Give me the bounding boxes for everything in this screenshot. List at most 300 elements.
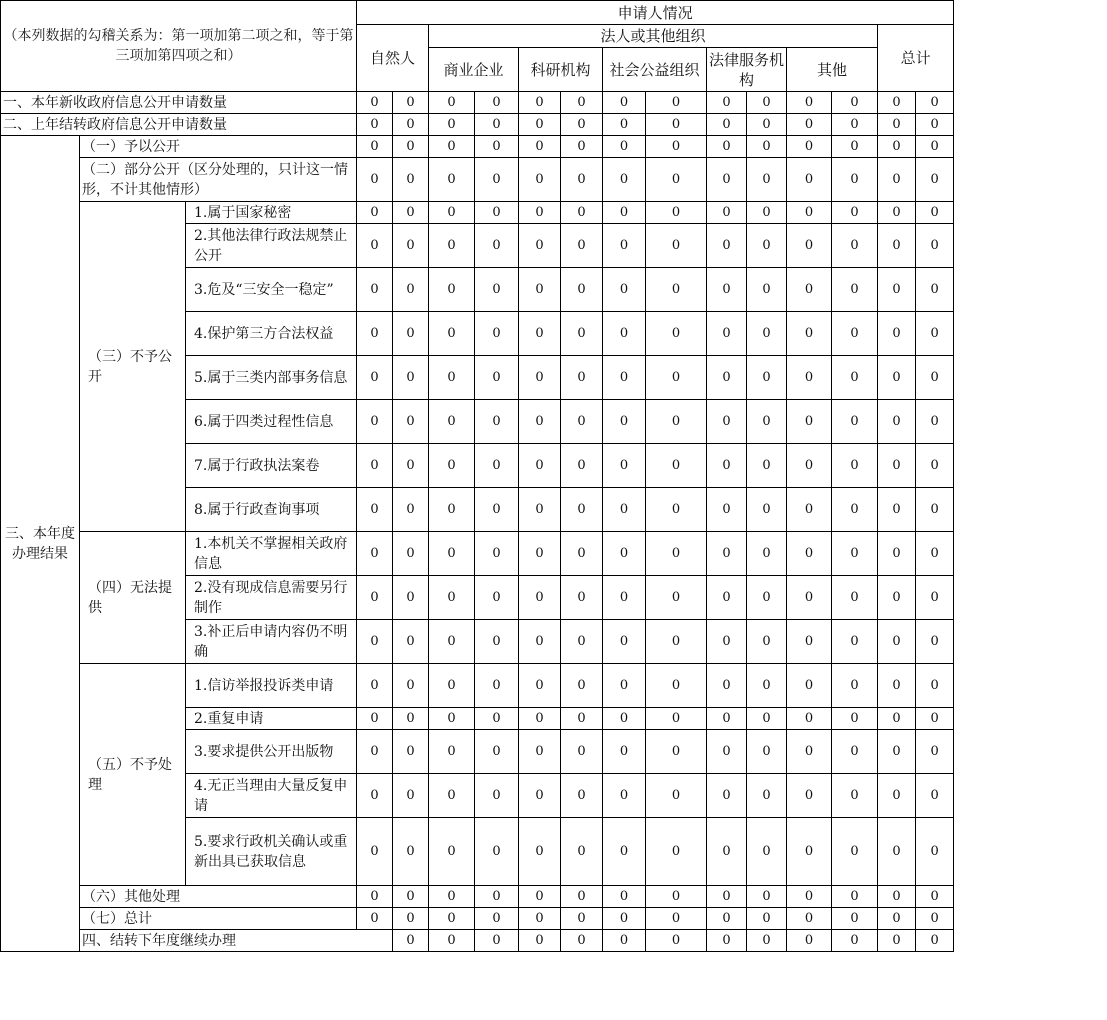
value-cell: 0 xyxy=(787,224,832,268)
value-cell: 0 xyxy=(475,886,519,908)
value-cell: 0 xyxy=(878,532,916,576)
row-label: 1.本机关不掌握相关政府信息 xyxy=(186,532,357,576)
value-cell: 0 xyxy=(707,268,747,312)
value-cell: 0 xyxy=(357,774,393,818)
value-cell: 0 xyxy=(603,158,646,202)
value-cell: 0 xyxy=(747,356,787,400)
value-cell: 0 xyxy=(429,158,475,202)
value-cell: 0 xyxy=(832,664,878,708)
value-cell: 0 xyxy=(747,202,787,224)
category-header: 法律服务机构 xyxy=(707,48,787,92)
value-cell: 0 xyxy=(357,312,393,356)
value-cell: 0 xyxy=(475,444,519,488)
value-cell: 0 xyxy=(878,488,916,532)
value-cell: 0 xyxy=(787,930,832,952)
value-cell: 0 xyxy=(747,886,787,908)
value-cell: 0 xyxy=(832,730,878,774)
value-cell: 0 xyxy=(603,532,646,576)
value-cell: 0 xyxy=(519,224,561,268)
value-cell: 0 xyxy=(646,224,707,268)
group-three-label: （三）不予公开 xyxy=(80,202,186,532)
value-cell: 0 xyxy=(561,730,603,774)
value-cell: 0 xyxy=(646,930,707,952)
value-cell: 0 xyxy=(519,730,561,774)
value-cell: 0 xyxy=(603,886,646,908)
value-cell: 0 xyxy=(429,930,475,952)
value-cell: 0 xyxy=(357,532,393,576)
value-cell: 0 xyxy=(878,886,916,908)
value-cell: 0 xyxy=(393,114,429,136)
value-cell: 0 xyxy=(561,312,603,356)
value-cell: 0 xyxy=(475,92,519,114)
value-cell: 0 xyxy=(603,312,646,356)
value-cell: 0 xyxy=(393,488,429,532)
value-cell: 0 xyxy=(357,268,393,312)
value-cell: 0 xyxy=(357,136,393,158)
row-label: （二）部分公开（区分处理的，只计这一情形，不计其他情形） xyxy=(80,158,357,202)
value-cell: 0 xyxy=(393,576,429,620)
value-cell: 0 xyxy=(878,92,916,114)
value-cell: 0 xyxy=(475,730,519,774)
value-cell: 0 xyxy=(707,620,747,664)
value-cell: 0 xyxy=(787,708,832,730)
value-cell: 0 xyxy=(787,92,832,114)
row-label: 5.属于三类内部事务信息 xyxy=(186,356,357,400)
value-cell: 0 xyxy=(519,136,561,158)
value-cell: 0 xyxy=(707,818,747,886)
value-cell: 0 xyxy=(429,136,475,158)
value-cell: 0 xyxy=(429,356,475,400)
value-cell: 0 xyxy=(646,202,707,224)
value-cell: 0 xyxy=(832,532,878,576)
table-row xyxy=(1,930,954,952)
value-cell: 0 xyxy=(393,774,429,818)
value-cell: 0 xyxy=(916,444,954,488)
value-cell: 0 xyxy=(832,444,878,488)
category-header: 商业企业 xyxy=(429,48,519,92)
value-cell: 0 xyxy=(429,114,475,136)
value-cell: 0 xyxy=(475,224,519,268)
value-cell: 0 xyxy=(561,774,603,818)
value-cell: 0 xyxy=(603,620,646,664)
value-cell: 0 xyxy=(429,224,475,268)
value-cell: 0 xyxy=(747,576,787,620)
value-cell: 0 xyxy=(393,444,429,488)
value-cell: 0 xyxy=(429,664,475,708)
value-cell: 0 xyxy=(429,400,475,444)
value-cell: 0 xyxy=(603,136,646,158)
value-cell: 0 xyxy=(707,730,747,774)
value-cell: 0 xyxy=(603,818,646,886)
total-header: 总计 xyxy=(878,25,954,92)
category-header: 其他 xyxy=(787,48,878,92)
value-cell: 0 xyxy=(603,92,646,114)
value-cell: 0 xyxy=(832,224,878,268)
value-cell: 0 xyxy=(916,136,954,158)
value-cell: 0 xyxy=(707,664,747,708)
value-cell: 0 xyxy=(561,532,603,576)
value-cell: 0 xyxy=(832,886,878,908)
value-cell: 0 xyxy=(475,158,519,202)
value-cell: 0 xyxy=(429,488,475,532)
value-cell: 0 xyxy=(832,708,878,730)
row-label: （六）其他处理 xyxy=(80,886,357,908)
value-cell: 0 xyxy=(646,114,707,136)
value-cell: 0 xyxy=(646,92,707,114)
row-label: 8.属于行政查询事项 xyxy=(186,488,357,532)
value-cell: 0 xyxy=(519,576,561,620)
value-cell: 0 xyxy=(832,312,878,356)
table-row xyxy=(1,532,954,576)
value-cell: 0 xyxy=(646,576,707,620)
value-cell: 0 xyxy=(916,224,954,268)
applicant-situation-header: 申请人情况 xyxy=(357,1,954,25)
value-cell: 0 xyxy=(603,708,646,730)
value-cell: 0 xyxy=(878,202,916,224)
value-cell: 0 xyxy=(393,620,429,664)
value-cell: 0 xyxy=(646,312,707,356)
value-cell: 0 xyxy=(787,444,832,488)
value-cell: 0 xyxy=(561,268,603,312)
value-cell: 0 xyxy=(519,92,561,114)
value-cell: 0 xyxy=(519,312,561,356)
value-cell: 0 xyxy=(646,400,707,444)
value-cell: 0 xyxy=(519,708,561,730)
value-cell: 0 xyxy=(832,818,878,886)
value-cell: 0 xyxy=(646,356,707,400)
value-cell: 0 xyxy=(707,908,747,930)
value-cell: 0 xyxy=(787,202,832,224)
value-cell: 0 xyxy=(707,532,747,576)
value-cell: 0 xyxy=(357,576,393,620)
row-label: 3.危及“三安全一稳定” xyxy=(186,268,357,312)
value-cell: 0 xyxy=(916,202,954,224)
section-three-label: 三、本年度办理结果 xyxy=(1,136,80,952)
value-cell: 0 xyxy=(747,818,787,886)
value-cell: 0 xyxy=(878,114,916,136)
value-cell: 0 xyxy=(646,620,707,664)
value-cell: 0 xyxy=(747,114,787,136)
value-cell: 0 xyxy=(787,488,832,532)
row-label: 4.无正当理由大量反复申请 xyxy=(186,774,357,818)
value-cell: 0 xyxy=(357,224,393,268)
value-cell: 0 xyxy=(747,774,787,818)
table-row xyxy=(1,136,954,158)
value-cell: 0 xyxy=(603,356,646,400)
value-cell: 0 xyxy=(878,400,916,444)
value-cell: 0 xyxy=(561,202,603,224)
value-cell: 0 xyxy=(878,818,916,886)
value-cell: 0 xyxy=(707,92,747,114)
table-row xyxy=(1,114,954,136)
value-cell: 0 xyxy=(878,136,916,158)
value-cell: 0 xyxy=(916,730,954,774)
value-cell: 0 xyxy=(747,620,787,664)
value-cell: 0 xyxy=(475,356,519,400)
value-cell: 0 xyxy=(603,664,646,708)
value-cell: 0 xyxy=(393,664,429,708)
value-cell: 0 xyxy=(475,114,519,136)
value-cell: 0 xyxy=(603,268,646,312)
value-cell: 0 xyxy=(475,620,519,664)
value-cell: 0 xyxy=(519,114,561,136)
value-cell: 0 xyxy=(475,202,519,224)
value-cell: 0 xyxy=(603,774,646,818)
value-cell: 0 xyxy=(916,664,954,708)
value-cell: 0 xyxy=(916,114,954,136)
value-cell: 0 xyxy=(475,532,519,576)
value-cell: 0 xyxy=(832,268,878,312)
row-label: 1.属于国家秘密 xyxy=(186,202,357,224)
value-cell: 0 xyxy=(561,224,603,268)
value-cell: 0 xyxy=(519,444,561,488)
value-cell: 0 xyxy=(519,532,561,576)
value-cell: 0 xyxy=(603,114,646,136)
row-label: 7.属于行政执法案卷 xyxy=(186,444,357,488)
value-cell: 0 xyxy=(747,136,787,158)
value-cell: 0 xyxy=(519,356,561,400)
value-cell: 0 xyxy=(561,400,603,444)
value-cell: 0 xyxy=(519,400,561,444)
value-cell: 0 xyxy=(429,92,475,114)
value-cell: 0 xyxy=(707,930,747,952)
value-cell: 0 xyxy=(787,576,832,620)
value-cell: 0 xyxy=(646,532,707,576)
value-cell: 0 xyxy=(561,818,603,886)
value-cell: 0 xyxy=(519,886,561,908)
value-cell: 0 xyxy=(707,400,747,444)
value-cell: 0 xyxy=(646,730,707,774)
value-cell: 0 xyxy=(787,400,832,444)
value-cell: 0 xyxy=(519,488,561,532)
value-cell: 0 xyxy=(475,818,519,886)
value-cell: 0 xyxy=(475,664,519,708)
value-cell: 0 xyxy=(519,930,561,952)
value-cell: 0 xyxy=(561,114,603,136)
value-cell: 0 xyxy=(393,886,429,908)
row-label: 6.属于四类过程性信息 xyxy=(186,400,357,444)
value-cell: 0 xyxy=(916,620,954,664)
value-cell: 0 xyxy=(561,92,603,114)
value-cell: 0 xyxy=(603,224,646,268)
value-cell: 0 xyxy=(832,908,878,930)
value-cell: 0 xyxy=(747,444,787,488)
value-cell: 0 xyxy=(475,708,519,730)
value-cell: 0 xyxy=(519,620,561,664)
value-cell: 0 xyxy=(429,620,475,664)
value-cell: 0 xyxy=(519,908,561,930)
row-label: 一、本年新收政府信息公开申请数量 xyxy=(1,92,357,114)
value-cell: 0 xyxy=(357,356,393,400)
value-cell: 0 xyxy=(878,312,916,356)
value-cell: 0 xyxy=(357,708,393,730)
value-cell: 0 xyxy=(916,818,954,886)
value-cell: 0 xyxy=(707,312,747,356)
value-cell: 0 xyxy=(707,886,747,908)
value-cell: 0 xyxy=(429,532,475,576)
value-cell: 0 xyxy=(561,708,603,730)
table-row xyxy=(1,908,954,930)
value-cell: 0 xyxy=(603,908,646,930)
value-cell: 0 xyxy=(878,730,916,774)
value-cell: 0 xyxy=(393,312,429,356)
row-label: 2.没有现成信息需要另行制作 xyxy=(186,576,357,620)
natural-person-header: 自然人 xyxy=(357,25,429,92)
value-cell: 0 xyxy=(707,136,747,158)
value-cell: 0 xyxy=(429,908,475,930)
value-cell: 0 xyxy=(393,268,429,312)
value-cell: 0 xyxy=(878,620,916,664)
value-cell: 0 xyxy=(878,908,916,930)
value-cell: 0 xyxy=(646,708,707,730)
value-cell: 0 xyxy=(603,576,646,620)
value-cell: 0 xyxy=(916,708,954,730)
value-cell: 0 xyxy=(475,136,519,158)
value-cell: 0 xyxy=(916,268,954,312)
value-cell: 0 xyxy=(561,886,603,908)
value-cell: 0 xyxy=(429,818,475,886)
value-cell: 0 xyxy=(747,400,787,444)
value-cell: 0 xyxy=(878,576,916,620)
group-five-label: （五）不予处理 xyxy=(80,664,186,886)
value-cell: 0 xyxy=(561,488,603,532)
value-cell: 0 xyxy=(429,576,475,620)
value-cell: 0 xyxy=(646,886,707,908)
value-cell: 0 xyxy=(832,576,878,620)
value-cell: 0 xyxy=(916,488,954,532)
value-cell: 0 xyxy=(603,202,646,224)
value-cell: 0 xyxy=(747,730,787,774)
value-cell: 0 xyxy=(561,158,603,202)
value-cell: 0 xyxy=(707,202,747,224)
value-cell: 0 xyxy=(707,774,747,818)
value-cell: 0 xyxy=(646,774,707,818)
value-cell: 0 xyxy=(787,114,832,136)
value-cell: 0 xyxy=(646,158,707,202)
value-cell: 0 xyxy=(475,908,519,930)
value-cell: 0 xyxy=(916,774,954,818)
value-cell: 0 xyxy=(787,886,832,908)
value-cell: 0 xyxy=(475,576,519,620)
value-cell: 0 xyxy=(747,92,787,114)
row-label: 1.信访举报投诉类申请 xyxy=(186,664,357,708)
value-cell: 0 xyxy=(561,444,603,488)
value-cell: 0 xyxy=(603,488,646,532)
value-cell: 0 xyxy=(707,158,747,202)
value-cell: 0 xyxy=(357,400,393,444)
value-cell: 0 xyxy=(475,488,519,532)
value-cell: 0 xyxy=(475,268,519,312)
value-cell: 0 xyxy=(357,444,393,488)
value-cell: 0 xyxy=(393,400,429,444)
value-cell: 0 xyxy=(747,708,787,730)
value-cell: 0 xyxy=(878,356,916,400)
value-cell: 0 xyxy=(878,224,916,268)
value-cell: 0 xyxy=(429,886,475,908)
row-label: 3.要求提供公开出版物 xyxy=(186,730,357,774)
value-cell: 0 xyxy=(747,908,787,930)
value-cell: 0 xyxy=(393,908,429,930)
value-cell: 0 xyxy=(429,730,475,774)
value-cell: 0 xyxy=(707,488,747,532)
value-cell: 0 xyxy=(747,664,787,708)
table-row xyxy=(1,886,954,908)
value-cell: 0 xyxy=(393,818,429,886)
value-cell: 0 xyxy=(832,202,878,224)
value-cell: 0 xyxy=(393,532,429,576)
value-cell: 0 xyxy=(475,312,519,356)
value-cell: 0 xyxy=(393,158,429,202)
value-cell: 0 xyxy=(646,664,707,708)
value-cell: 0 xyxy=(707,444,747,488)
value-cell: 0 xyxy=(878,664,916,708)
value-cell: 0 xyxy=(357,488,393,532)
value-cell: 0 xyxy=(646,136,707,158)
legal-org-header: 法人或其他组织 xyxy=(429,25,878,48)
row-label: 4.保护第三方合法权益 xyxy=(186,312,357,356)
value-cell: 0 xyxy=(519,268,561,312)
value-cell: 0 xyxy=(832,774,878,818)
value-cell: 0 xyxy=(393,202,429,224)
value-cell: 0 xyxy=(429,774,475,818)
value-cell: 0 xyxy=(646,444,707,488)
row-label: 2.重复申请 xyxy=(186,708,357,730)
value-cell: 0 xyxy=(747,532,787,576)
value-cell: 0 xyxy=(393,356,429,400)
value-cell: 0 xyxy=(707,576,747,620)
value-cell: 0 xyxy=(519,664,561,708)
value-cell: 0 xyxy=(475,930,519,952)
group-four-label: （四）无法提供 xyxy=(80,532,186,664)
value-cell: 0 xyxy=(707,114,747,136)
value-cell: 0 xyxy=(519,818,561,886)
value-cell: 0 xyxy=(787,312,832,356)
value-cell: 0 xyxy=(393,708,429,730)
value-cell: 0 xyxy=(603,730,646,774)
value-cell: 0 xyxy=(519,774,561,818)
value-cell: 0 xyxy=(393,92,429,114)
value-cell: 0 xyxy=(832,356,878,400)
value-cell: 0 xyxy=(519,202,561,224)
row-label: （一）予以公开 xyxy=(80,136,357,158)
value-cell: 0 xyxy=(787,620,832,664)
value-cell: 0 xyxy=(916,908,954,930)
row-label: （七）总计 xyxy=(80,908,357,930)
value-cell: 0 xyxy=(832,92,878,114)
value-cell: 0 xyxy=(747,488,787,532)
value-cell: 0 xyxy=(916,356,954,400)
value-cell: 0 xyxy=(357,202,393,224)
value-cell: 0 xyxy=(747,312,787,356)
table-row xyxy=(1,158,954,202)
value-cell: 0 xyxy=(787,532,832,576)
category-header: 科研机构 xyxy=(519,48,603,92)
value-cell: 0 xyxy=(747,268,787,312)
value-cell: 0 xyxy=(787,908,832,930)
value-cell: 0 xyxy=(916,312,954,356)
row-label: 二、上年结转政府信息公开申请数量 xyxy=(1,114,357,136)
value-cell: 0 xyxy=(646,268,707,312)
value-cell: 0 xyxy=(357,114,393,136)
value-cell: 0 xyxy=(561,576,603,620)
value-cell: 0 xyxy=(393,930,429,952)
value-cell: 0 xyxy=(603,400,646,444)
value-cell: 0 xyxy=(747,930,787,952)
value-cell: 0 xyxy=(561,908,603,930)
value-cell: 0 xyxy=(475,774,519,818)
value-cell: 0 xyxy=(878,268,916,312)
value-cell: 0 xyxy=(832,158,878,202)
